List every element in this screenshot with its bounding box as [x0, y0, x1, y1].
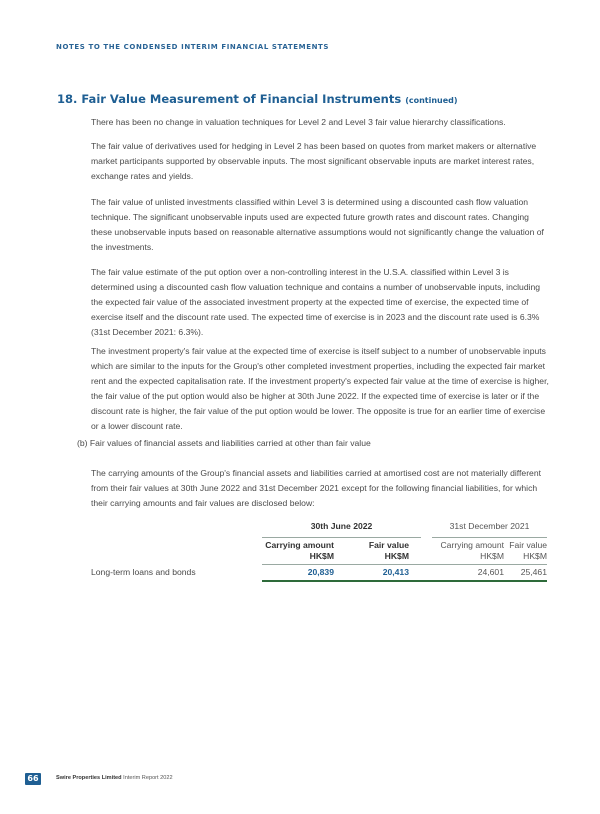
- header-divider: [262, 564, 547, 565]
- paragraph-carrying-amounts: The carrying amounts of the Group's financial assets and liabilities carried at amortised cost are not materially different from their fair values at 30th June 2022 and 31st December 2021 except for the following financial liabilities, for which their carrying amounts and fair values are disclosed below:: [91, 468, 542, 508]
- section-title-text: 18. Fair Value Measurement of Financial Instruments: [57, 92, 402, 106]
- cell-fair-2022: 20,413: [382, 567, 409, 577]
- page-number-badge: 66: [25, 773, 41, 785]
- column-header-fair-2022: Fair value HK$M: [368, 540, 409, 561]
- cell-carrying-2022: 20,839: [307, 567, 334, 577]
- cell-fair-2021: 25,461: [520, 567, 547, 577]
- subsection-b-heading: (b) Fair values of financial assets and liabilities carried at other than fair value: [77, 438, 371, 448]
- notes-header: NOTES TO THE CONDENSED INTERIM FINANCIAL STATEMENTS: [56, 43, 330, 51]
- footer-report: Interim Report 2022: [123, 775, 173, 781]
- footer-company: Swire Properties Limited: [56, 775, 122, 781]
- section-title: [57, 92, 458, 106]
- group-header-december-2021: 31st December 2021: [432, 521, 547, 538]
- row-label-long-term-loans: Long-term loans and bonds: [91, 567, 196, 577]
- paragraph-unlisted-investments: The fair value of unlisted investments classified within Level 3 is determined using a discounted cash flow valuation technique. The significant unobservable inputs used are expected future growth rates and discount rates. Changing these unobservable inputs based on reasonable alternative assumptions would not significantly change the valuation of the investments.: [91, 197, 544, 252]
- footer-text: [56, 775, 173, 781]
- continued-label: (continued): [405, 96, 458, 105]
- column-header-carrying-2022: Carrying amount HK$M: [265, 540, 334, 561]
- column-header-fair-2021: Fair value HK$M: [509, 540, 547, 561]
- paragraph-put-option: The fair value estimate of the put option over a non-controlling interest in the U.S.A. classified within Level 3 is determined using a discounted cash flow valuation technique and contains a number of unobservable inputs, including the expected fair value of the associated investment property at the expected time of exercise, the expected time of exercise itself and the discount rate used. The expected time of exercise is in 2023 and the discount rate used is 6.3% (31st December 2021: 6.3%).: [91, 267, 541, 337]
- total-divider: [262, 580, 547, 582]
- paragraph-derivatives: The fair value of derivatives used for hedging in Level 2 has been based on quotes from market makers or alternative market participants supported by observable inputs. The most significant observable inputs are market interest rates, exchange rates and yields.: [91, 141, 537, 181]
- group-header-june-2022: 30th June 2022: [262, 521, 421, 538]
- paragraph-investment-property: The investment property's fair value at the expected time of exercise is itself subject to a number of unobservable inputs which are similar to the inputs for the Group's other completed investment properties, including the expected fair market rent and the expected capitalisation rate. If the investment property's expected fair value at the time of exercise is higher, the fair value of the put option would also be higher at 30th June 2022. If the expected time of exercise is later or if the discount rate is higher, the fair value of the put option would be lower. The opposite is true for an earlier time of exercise or a lower discount rate.: [91, 346, 549, 431]
- column-header-carrying-2021: Carrying amount HK$M: [440, 540, 504, 561]
- cell-carrying-2021: 24,601: [477, 567, 504, 577]
- paragraph-valuation-techniques: There has been no change in valuation techniques for Level 2 and Level 3 fair value hierarchy classifications.: [91, 117, 506, 127]
